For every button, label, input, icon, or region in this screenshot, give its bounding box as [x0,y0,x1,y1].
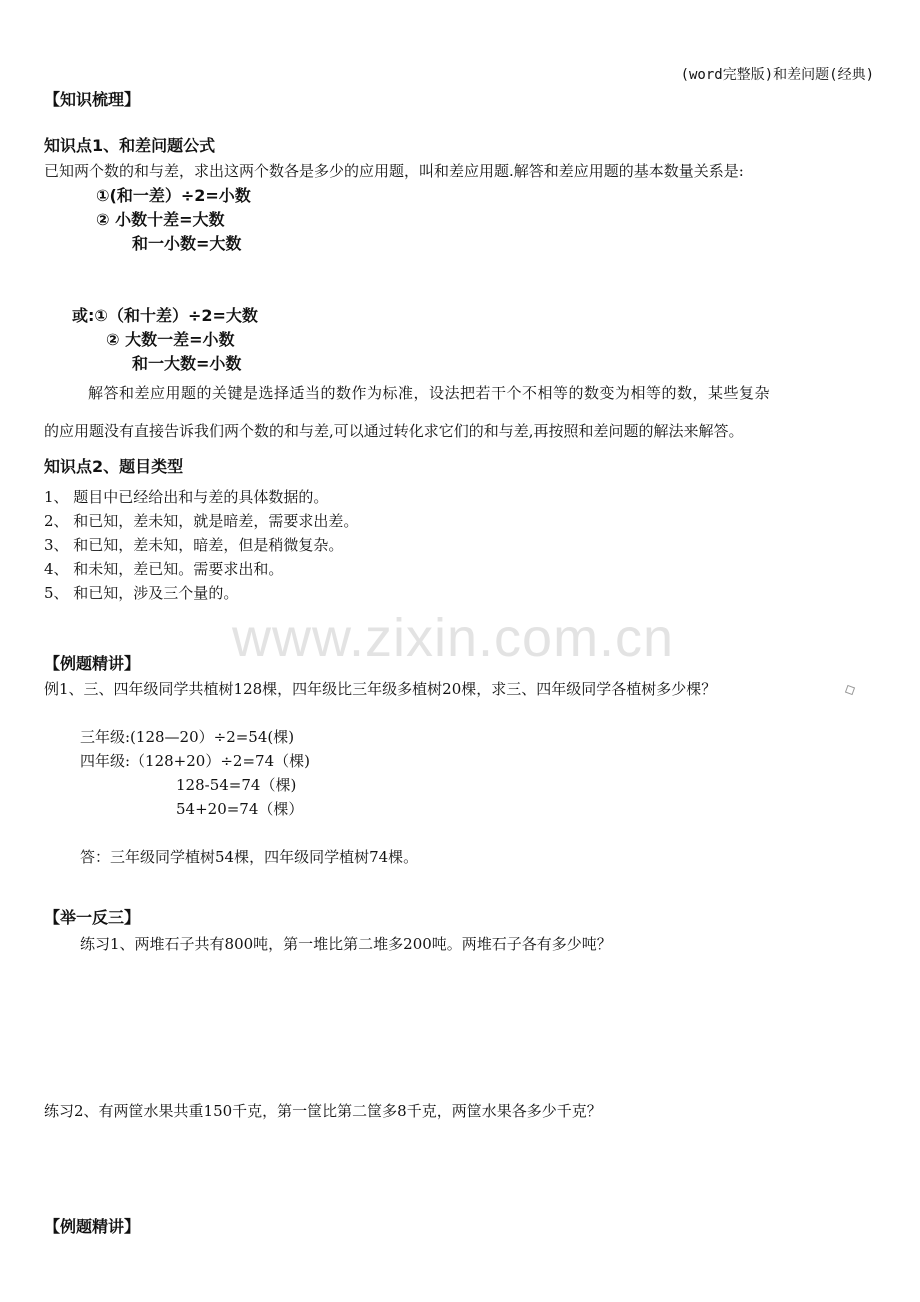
list-item: 5、 和已知，涉及三个量的。 [44,584,239,602]
section-heading-knowledge: 【知识梳理】 [44,90,141,109]
formula-line: 和一小数=大数 [132,234,242,253]
solution-line: 四年级:（128+20）÷2=74（棵) [80,752,310,770]
solution-line: 三年级:(128—20）÷2=54(棵) [80,728,295,746]
formula-line: ② 小数十差=大数 [96,210,225,229]
practice-question-2: 练习2、有两筐水果共重150千克，第一筐比第二筐多8千克，两筐水果各多少千克？ [44,1102,602,1120]
list-item: 4、 和未知，差已知。需要求出和。 [44,560,284,578]
knowledge-point-2-title: 知识点2、题目类型 [44,457,184,476]
formula-line: 和一大数=小数 [132,354,242,373]
explanation-paragraph: 的应用题没有直接告诉我们两个数的和与差,可以通过转化求它们的和与差,再按照和差问题的解法来解答。 [44,422,744,440]
section-heading-practice: 【举一反三】 [44,908,141,927]
explanation-paragraph: 解答和差应用题的关键是选择适当的数作为标准，设法把若干个不相等的数变为相等的数，某些复杂 [88,384,771,402]
solution-line: 128-54=74（棵) [176,776,297,794]
section-heading-example-2: 【例题精讲】 [44,1217,141,1236]
formula-line: ①(和一差）÷2=小数 [96,186,251,205]
intro-paragraph: 已知两个数的和与差，求出这两个数各是多少的应用题，叫和差应用题.解答和差应用题的基本数量关系是: [44,162,744,180]
document-header-title: (word完整版)和差问题(经典) [680,67,874,83]
list-item: 3、 和已知，差未知，暗差，但是稍微复杂。 [44,536,344,554]
list-item: 2、 和已知，差未知，就是暗差，需要求出差。 [44,512,359,530]
formula-line: 或:①（和十差）÷2=大数 [72,306,258,325]
watermark: www.zixin.com.cn [232,608,675,668]
formula-line: ② 大数一差=小数 [106,330,235,349]
practice-question-1: 练习1、两堆石子共有800吨，第一堆比第二堆多200吨。两堆石子各有多少吨？ [80,935,612,953]
example-answer: 答：三年级同学植树54棵，四年级同学植树74棵。 [80,848,419,866]
example-question: 例1、三、四年级同学共植树128棵，四年级比三年级多植树20棵，求三、四年级同学各植树多少棵？ [44,680,717,698]
list-item: 1、 题目中已经给出和与差的具体数据的。 [44,488,329,506]
section-heading-example: 【例题精讲】 [44,654,141,673]
solution-line: 54+20=74（棵） [176,800,304,818]
knowledge-point-1-title: 知识点1、和差问题公式 [44,136,216,155]
paragraph-mark-icon [845,685,855,695]
